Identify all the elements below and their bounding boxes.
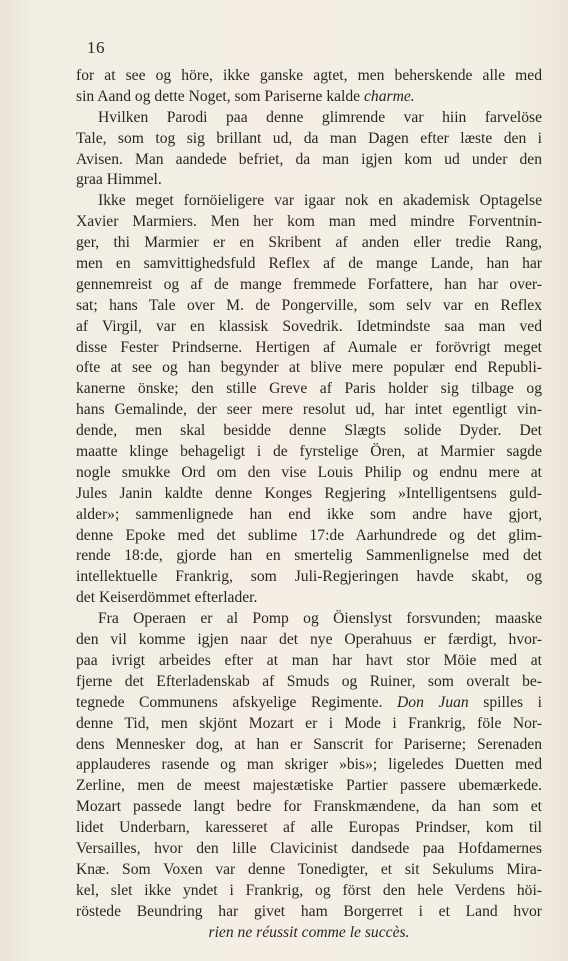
line-text: gennemreist og af de mange fremmede Forfattere, han har over- <box>76 275 542 293</box>
line-text: lidet Underbarn, karesseret af alle Europas Prindser, kom til <box>76 819 542 837</box>
line-text: Mozart passede langt bedre for Franskmændene, da han som et <box>76 798 542 816</box>
text-line <box>76 526 542 547</box>
line-text: den vil komme igjen naar det nye Operahuus er færdigt, hvor- <box>76 631 542 649</box>
text-line <box>76 87 542 108</box>
line-text: tegnede Communens afskyelige Regimente. <box>76 693 398 711</box>
text-line <box>76 797 542 818</box>
line-text: sin Aand og dette Noget, som Pariserne kalde <box>76 87 364 105</box>
text-line <box>76 338 542 359</box>
text-line <box>76 254 542 275</box>
text-line <box>76 860 542 881</box>
text-line <box>76 150 542 171</box>
line-text: denne Epoke med det sublime 17:de Aarhundrede og det glim- <box>76 526 542 544</box>
line-text: ger, thi Marmier er en Skribent af anden eller tredie Rang, <box>76 234 542 252</box>
line-text: kel, slet ikke yndet i Frankrig, og först den hele Verdens höi- <box>76 881 542 899</box>
line-text: for at see og höre, ikke ganske agtet, men beherskende alle med <box>76 67 542 84</box>
line-text: maatte klinge behageligt i de fyrstelige Ören, at Marmier sagde <box>76 443 542 461</box>
text-line <box>76 275 542 296</box>
text-line <box>76 212 542 233</box>
italic-text: charme. <box>364 87 415 105</box>
line-text: denne Tid, men skjönt Mozart er i Mode i Frankrig, föle Nor- <box>76 714 542 732</box>
text-line <box>76 358 542 379</box>
text-line <box>76 672 542 693</box>
text-line <box>76 567 542 588</box>
line-text: graa Himmel. <box>76 171 162 189</box>
line-text: alder»; sammenlignede han end ikke som andre have gjort, <box>76 505 542 523</box>
line-text: rende 18:de, gjorde han en smertelig Sammenlignelse med det <box>76 547 542 565</box>
page-number: 16 <box>87 38 105 57</box>
text-line <box>76 776 542 797</box>
text-line <box>76 296 542 317</box>
text-line <box>76 317 542 338</box>
line-text: Knæ. Som Voxen var denne Tonedigter, et sit Sekulums Mira- <box>76 860 542 878</box>
line-text: Jules Janin kaldte denne Konges Regjering »Intelligentsens guld- <box>76 484 542 502</box>
line-text: Zerline, men de meest majestætiske Partier passere ubemærkede. <box>76 777 542 795</box>
line-text: Ikke meget fornöieligere var igaar nok en akademisk Optagelse <box>98 192 542 210</box>
line-text: hans Gemalinde, der seer mere resolut ud, har intet egentligt vin- <box>76 401 542 419</box>
line-text: Tale, som tog sig brillant ud, da man Dagen efter læste den i <box>76 129 542 147</box>
text-line <box>76 923 542 944</box>
line-text: dens Mennesker dog, at han er Sanscrit for Pariserne; Serenaden <box>76 735 542 753</box>
line-text-tail: spilles i <box>468 693 542 711</box>
line-text: disse Fester Prindserne. Hertigen af Aumale er forövrigt meget <box>76 338 542 356</box>
text-line <box>76 129 542 150</box>
text-line <box>76 108 542 129</box>
line-text: Xavier Marmiers. Men her kom man med mindre Forventnin- <box>76 213 542 231</box>
text-line <box>76 463 542 484</box>
text-line <box>76 839 542 860</box>
line-text: men en samvittighedsfuld Reflex af de mange Lande, han har <box>76 255 542 273</box>
text-line <box>76 546 542 567</box>
italic-text: Don Juan <box>397 693 469 711</box>
line-text: Avisen. Man aandede befriet, da man igjen kom ud under den <box>76 150 542 168</box>
line-text: fjerne det Efterladenskab af Smuds og Ruiner, som overalt be- <box>76 672 542 690</box>
text-line <box>76 755 542 776</box>
text-line <box>76 484 542 505</box>
text-line <box>76 66 542 87</box>
line-text: paa ivrigt arbeides efter at man har havt stor Möie med at <box>76 651 542 669</box>
text-line <box>76 881 542 902</box>
line-text: röstede Beundring har givet ham Borgerret i et Land hvor <box>76 902 542 920</box>
text-line <box>76 630 542 651</box>
text-line <box>76 902 542 923</box>
line-text: kanerne önske; den stille Greve af Paris holder sig tilbage og <box>76 380 542 398</box>
line-text: intellektuelle Frankrig, som Juli-Regjeringen havde skabt, og <box>76 568 542 586</box>
text-line <box>76 442 542 463</box>
text-line <box>76 421 542 442</box>
line-text: af Virgil, var en klassisk Sovedrik. Idetmindste saa man ved <box>76 317 542 335</box>
text-line <box>76 651 542 672</box>
line-text: sat; hans Tale over M. de Pongerville, som selv var en Reflex <box>76 296 542 314</box>
text-line <box>76 818 542 839</box>
line-text: dende, men skal besidde denne Slægts solide Dyder. Det <box>76 422 542 440</box>
text-line <box>76 693 542 714</box>
text-line <box>76 505 542 526</box>
line-text: det Keiserdömmet efterlader. <box>76 589 258 607</box>
body-text <box>76 66 542 943</box>
text-line <box>76 714 542 735</box>
text-line <box>76 379 542 400</box>
line-text: ofte at see og han begynder at blive mere populær end Republi- <box>76 359 542 377</box>
text-line <box>76 400 542 421</box>
text-line <box>76 170 542 191</box>
line-text: Hvilken Parodi paa denne glimrende var hiin farvelöse <box>98 108 542 126</box>
text-line <box>76 233 542 254</box>
text-line <box>76 609 542 630</box>
line-text: nogle smukke Ord om den vise Louis Philip og endnu mere at <box>76 463 542 481</box>
line-text: Fra Operaen er al Pomp og Öienslyst forsvunden; maaske <box>98 610 542 628</box>
line-text: Versailles, hvor den lille Clavicinist dandsede paa Hofdamernes <box>76 839 542 857</box>
italic-text: rien ne réussit comme le succès. <box>208 923 410 941</box>
text-line <box>76 588 542 609</box>
text-line <box>76 735 542 756</box>
text-line <box>76 191 542 212</box>
line-text: applauderes rasende og man skriger »bis»; ligeledes Duetten med <box>76 756 542 774</box>
